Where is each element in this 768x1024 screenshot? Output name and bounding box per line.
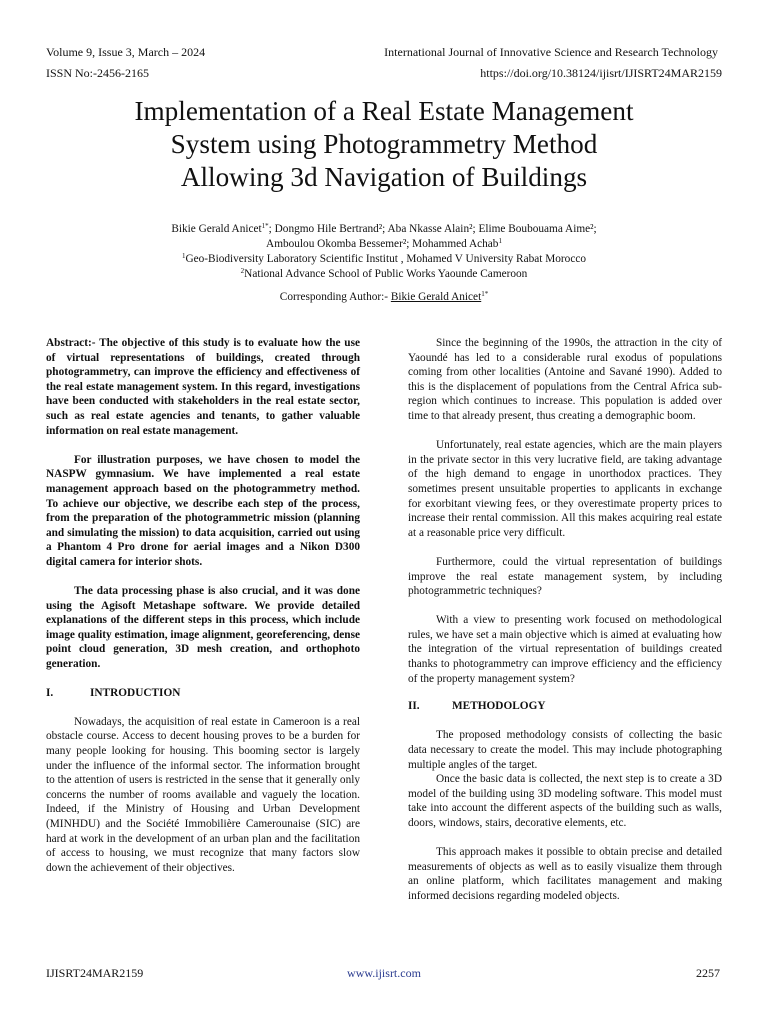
title-line: Allowing 3d Navigation of Buildings xyxy=(180,162,588,192)
right-column xyxy=(408,336,722,904)
affiliation-sup: 1 xyxy=(181,252,186,260)
affiliation xyxy=(40,252,728,267)
page-number: 2257 xyxy=(696,966,720,980)
body-paragraph: Since the beginning of the 1990s, the attraction in the city of Yaoundé has led to a considerable rural exodus of populations coming from other localities (Antoine and Savané 1990). Added to this is the displacement of populations from the Central Africa sub-region which continues to increase. This population is added over time to that already present, thus creating a demographic boom. xyxy=(408,337,722,422)
first-author: Bikie Gerald Anicet xyxy=(171,223,262,235)
title-line: System using Photogrammetry Method xyxy=(170,129,598,159)
section-number: II. xyxy=(408,700,420,713)
author-sup: 1* xyxy=(261,222,269,230)
issn: ISSN No:-2456-2165 xyxy=(46,66,150,80)
abstract-paragraph: Abstract:- The objective of this study is to evaluate how the use of virtual representations of buildings, created through photogrammetry, can improve the efficiency and effectiveness of the real estate management system. In this regard, investigations have been conducted with stakeholders in the real estate sector, such as real estate agencies and tenants, to gather valuable information on real estate management. xyxy=(46,337,360,437)
coauthors: Amboulou Okomba Bessemer²; Mohammed Achab xyxy=(266,238,499,250)
affiliation xyxy=(40,267,728,282)
body-paragraph: This approach makes it possible to obtain precise and detailed measurements of objects as well as to easily visualize them through an online platform, which facilitates management and making informed decisions regarding modeled objects. xyxy=(408,846,722,902)
body-paragraph: Furthermore, could the virtual representation of buildings improve the real estate management system, by including photogrammetric techniques? xyxy=(408,555,722,598)
affiliation-text: National Advance School of Public Works Yaounde Cameroon xyxy=(244,268,528,280)
section-heading xyxy=(408,699,722,714)
corresponding-label: Corresponding Author:- xyxy=(279,291,391,303)
author-line xyxy=(40,222,728,237)
section-title: METHODOLOGY xyxy=(452,700,546,713)
affiliation-text: Geo-Biodiversity Laboratory Scientific Institut , Mohamed V University Rabat Morocco xyxy=(185,253,587,265)
footer-article-id: IJISRT24MAR2159 xyxy=(46,966,144,980)
body-paragraph: With a view to presenting work focused on methodological rules, we have set a main objective which is aimed at evaluating how the integration of the virtual representation of buildings created thanks to photogrammetry can improve efficiency and the efficiency of the property management system? xyxy=(408,614,722,685)
paper-title xyxy=(40,95,728,194)
journal-name: International Journal of Innovative Science and Research Technology xyxy=(384,45,718,59)
body-paragraph: Nowadays, the acquisition of real estate in Cameroon is a real obstacle course. Access to decent housing proves to be a burden for many people looking for housing. This booming sector is largely under the influence of the informal sector. The information brought to the attention of users is restricted in the sense that it generally only concerns the number of rooms available and vaguely the location. Indeed, if the Ministry of Housing and Urban Development (MINHDU) and the Société Immobilière Camerounaise (SIC) are hard at work in the development of an urban plan and the facilitation of access to housing, we must recognize that many factors slow down the achievement of their objectives. xyxy=(46,715,360,874)
corresponding-author-link[interactable]: Bikie Gerald Anicet xyxy=(390,291,482,303)
body-paragraph: Once the basic data is collected, the next step is to create a 3D model of the building using 3D modeling software. This model must take into account the different aspects of the building such as walls, doors, windows, stairs, decorative elements, etc. xyxy=(408,773,722,829)
footer-website-link[interactable]: www.ijisrt.com xyxy=(347,966,421,980)
corresponding-sup: 1* xyxy=(481,290,489,298)
left-column xyxy=(46,336,360,875)
title-line: Implementation of a Real Estate Management xyxy=(134,96,634,126)
abstract-paragraph: The data processing phase is also crucial, and it was done using the Agisoft Metashape software. We provide detailed explanations of the different steps in this process, which include image quality estimation, image alignment, georeferencing, dense point cloud generation, 3D mesh creation, and orthophoto generation. xyxy=(46,585,360,671)
body-paragraph: Unfortunately, real estate agencies, which are the main players in the private sector in this very lucrative field, are taking advantage of the high demand to engage in unorthodox practices. They sometimes present unsuitable properties to applicants in exchange for exorbitant viewing fees, or they overestimate property prices to increase their rental commission. All this makes acquiring real estate at a reasonable price very difficult. xyxy=(408,439,722,539)
section-number: I. xyxy=(46,686,54,699)
affiliation-sup: 2 xyxy=(240,267,245,275)
author-block xyxy=(40,222,728,282)
abstract-paragraph: For illustration purposes, we have chosen to model the NASPW gymnasium. We have implemented a real estate management approach based on the photogrammetry method. To achieve our objective, we describe each step of the process, from the preparation of the photogrammetric mission (planning and simulating the mission) to data acquisition, carried out using a Phantom 4 Pro drone for aerial images and a Nikon D300 digital camera for interior shots. xyxy=(46,453,360,568)
section-heading xyxy=(46,686,360,701)
author-line xyxy=(40,237,728,252)
corresponding-author xyxy=(40,291,728,303)
author-sup: 1 xyxy=(498,237,502,245)
section-title: INTRODUCTION xyxy=(90,686,181,699)
doi-link[interactable]: https://doi.org/10.38124/ijisrt/IJISRT24MAR2159 xyxy=(480,66,722,80)
body-paragraph: The proposed methodology consists of collecting the basic data necessary to create the model. This may include photographing multiple angles of the target. xyxy=(408,729,722,771)
coauthors: ; Dongmo Hile Bertrand²; Aba Nkasse Alain²; Elime Boubouama Aime²; xyxy=(268,223,597,235)
volume-issue: Volume 9, Issue 3, March – 2024 xyxy=(46,45,206,59)
